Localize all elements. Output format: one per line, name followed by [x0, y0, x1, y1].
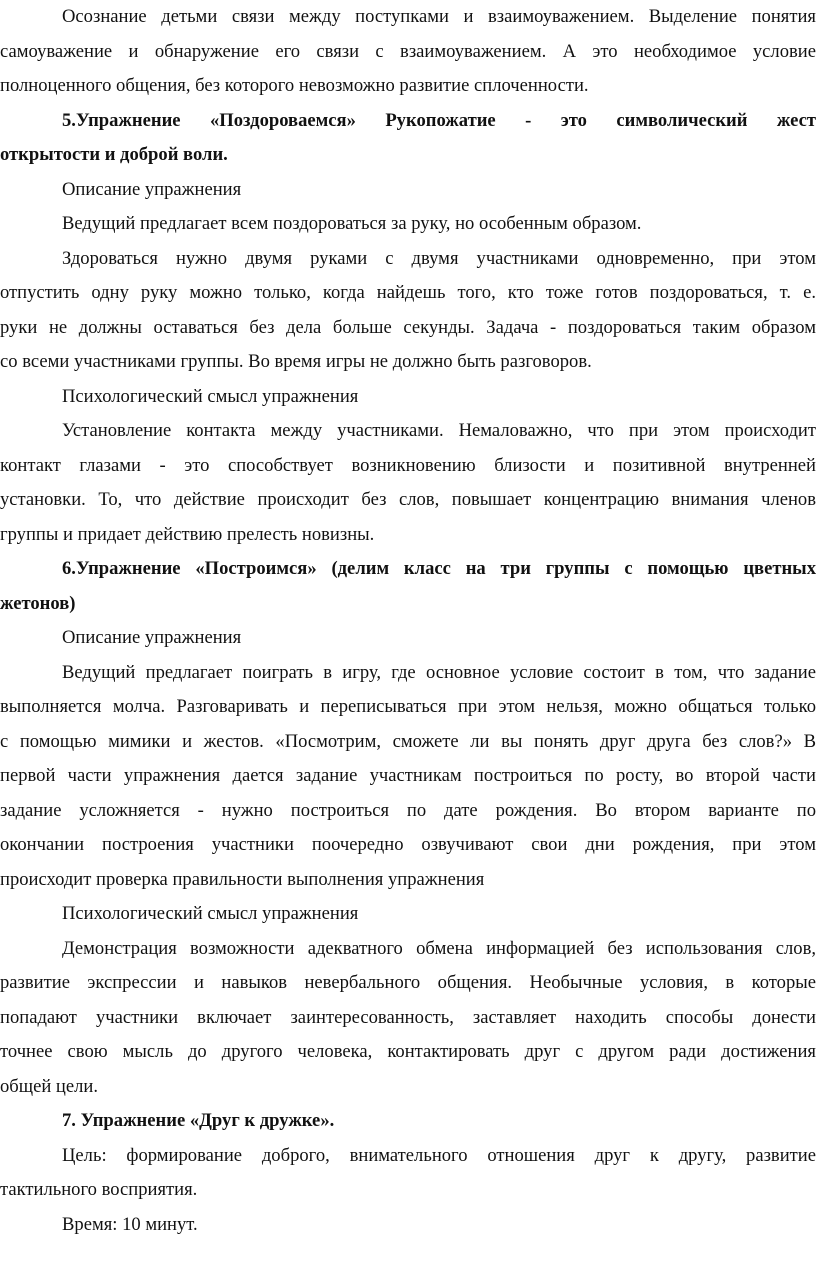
paragraph [0, 621, 816, 656]
text-line: Здороваться нужно двумя руками с двумя участниками одновременно, при этом [62, 247, 816, 269]
paragraph [0, 173, 816, 208]
text-line: развитие экспрессии и навыков невербального общения. Необычные условия, в которые [0, 972, 816, 993]
text-line: Описание упражнения [62, 627, 242, 648]
text-line: со всеми участниками группы. Во время игры не должно быть разговоров. [0, 351, 592, 372]
paragraph [0, 897, 816, 932]
text-line: общей цели. [0, 1075, 99, 1097]
section-heading [0, 552, 816, 621]
text-line: окончании построения участники поочередно озвучивают свои дни рождения, при этом [0, 834, 816, 855]
text-line: 5.Упражнение «Поздороваемся» Рукопожатие - это символический жест [62, 109, 816, 131]
text-line: тактильного восприятия. [0, 1179, 198, 1200]
text-line: Демонстрация возможности адекватного обмена информацией без использования слов, [62, 937, 816, 959]
text-line: 7. Упражнение «Друг к дружке». [62, 1110, 335, 1131]
text-line: 6.Упражнение «Построимся» (делим класс на три группы с помощью цветных [62, 558, 816, 579]
text-line: Время: 10 минут. [62, 1213, 198, 1235]
paragraph [0, 0, 816, 104]
paragraph [0, 242, 816, 380]
text-line: с помощью мимики и жестов. «Посмотрим, сможете ли вы понять друг друга без слов?» В [0, 730, 816, 752]
text-line: открытости и доброй воли. [0, 144, 228, 165]
text-line: выполняется молча. Разговаривать и переписываться при этом нельзя, можно общаться только [0, 696, 816, 717]
text-line: Цель: формирование доброго, внимательного отношения друг к другу, развитие [62, 1144, 816, 1166]
paragraph [0, 414, 816, 552]
text-line: отпустить одну руку можно только, когда найдешь того, кто тоже готов поздороваться, т. е. [0, 282, 816, 303]
text-line: Осознание детьми связи между поступками и взаимоуважением. Выделение понятия [62, 6, 816, 27]
text-line: руки не должны оставаться без дела больше секунды. Задача - поздороваться таким образом [0, 316, 816, 338]
text-line: Описание упражнения [62, 178, 242, 200]
text-line: задание усложняется - нужно построиться по дате рождения. Во втором варианте по [0, 799, 816, 821]
text-line: Психологический смысл упражнения [62, 903, 359, 924]
paragraph [0, 207, 816, 242]
text-line: точнее свою мысль до другого человека, контактировать друг с другом ради достижения [0, 1041, 816, 1062]
text-line: группы и придает действию прелесть новизны. [0, 523, 375, 545]
paragraph [0, 656, 816, 898]
text-line: Установление контакта между участниками. Немаловажно, что при этом происходит [62, 420, 816, 441]
text-line: попадают участники включает заинтересованность, заставляет находить способы донести [0, 1006, 816, 1028]
text-line: контакт глазами - это способствует возникновению близости и позитивной внутренней [0, 454, 816, 476]
text-line: происходит проверка правильности выполнения упражнения [0, 868, 485, 890]
section-heading [0, 104, 816, 173]
paragraph [0, 932, 816, 1105]
text-line: Психологический смысл упражнения [62, 385, 359, 407]
text-line: жетонов) [0, 592, 76, 614]
text-line: установки. То, что действие происходит без слов, повышает концентрацию внимания членов [0, 489, 816, 510]
text-line: Ведущий предлагает поиграть в игру, где основное условие состоит в том, что задание [62, 661, 816, 683]
paragraph [0, 1139, 816, 1208]
text-line: первой части упражнения дается задание участникам построиться по росту, во второй части [0, 765, 816, 786]
text-line: самоуважение и обнаружение его связи с взаимоуважением. А это необходимое условие [0, 40, 816, 62]
text-line: Ведущий предлагает всем поздороваться за руку, но особенным образом. [62, 213, 642, 234]
section-heading [0, 1104, 816, 1139]
text-line: полноценного общения, без которого невозможно развитие сплоченности. [0, 75, 589, 96]
paragraph [0, 380, 816, 415]
paragraph [0, 1208, 816, 1243]
